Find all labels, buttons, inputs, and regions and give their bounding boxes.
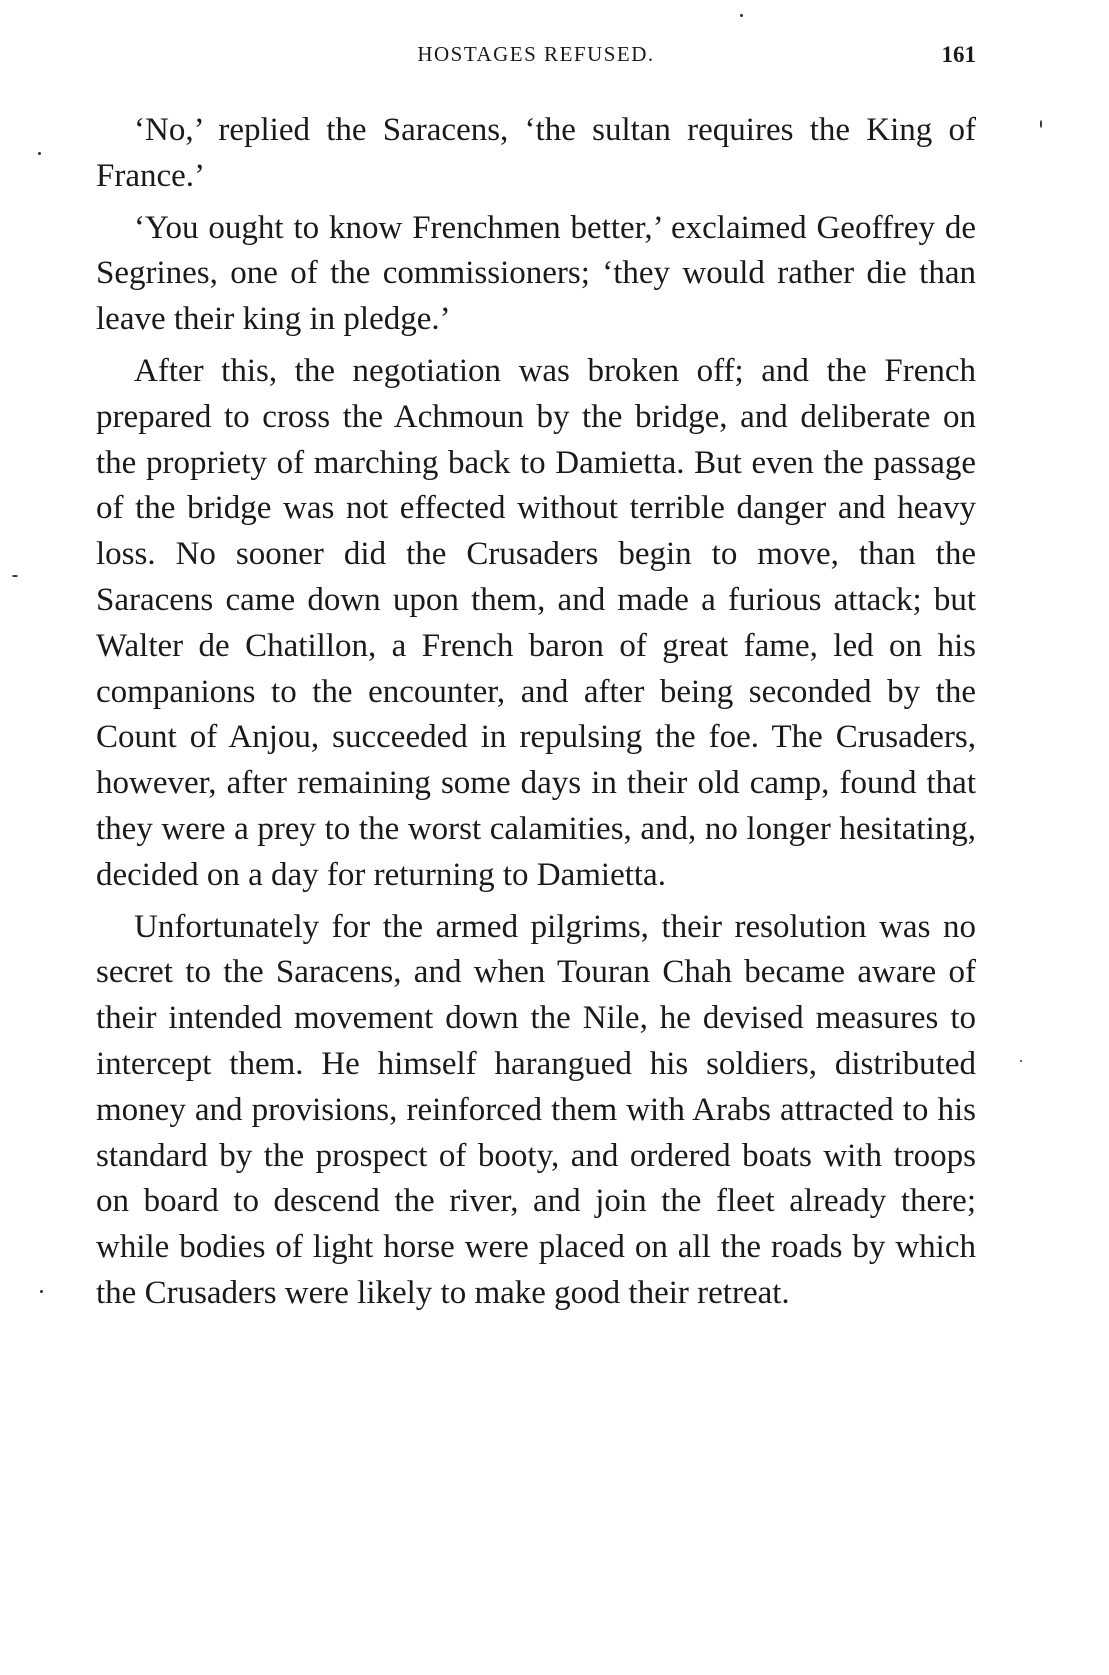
paragraph-2: ‘You ought to know Frenchmen better,’ exclaimed Geoffrey de Segrines, one of the commissioners; ‘they would rather die than leave their king in pledge.’ — [96, 209, 976, 338]
running-title: HOSTAGES REFUSED. — [417, 42, 655, 66]
scan-speck — [1040, 120, 1042, 128]
paragraph-1: ‘No,’ replied the Saracens, ‘the sultan requires the King of France.’ — [96, 112, 976, 194]
scan-speck — [1020, 1060, 1022, 1062]
page-number: 161 — [941, 42, 976, 67]
scan-speck — [40, 1290, 43, 1293]
scan-speck — [740, 14, 743, 17]
scan-speck — [12, 575, 18, 577]
paragraph-3: After this, the negotiation was broken off; and the French prepared to cross the Achmoun by the bridge, and deliberate on the propriety of marching back to Damietta. But even the passage of the bridge was not effected without terrible danger and heavy loss. No sooner did the Crusaders begin to move, than the Saracens came down upon them, and made a furious attack; but Walter de Chatillon, a French baron of great fame, led on his companions to the encounter, and after being seconded by the Count of Anjou, succeeded in repulsing the foe. The Crusaders, however, after remaining some days in their old camp, found that they were a prey to the worst calamities, and, no longer hesitating, decided on a day for returning to Damietta. — [96, 352, 976, 893]
paragraph-4: Unfortunately for the armed pilgrims, their resolution was no secret to the Saracens, and when Touran Chah became aware of their intended movement down the Nile, he devised measures to intercept them. He himself harangued his soldiers, distributed money and provisions, reinforced them with Arabs attracted to his standard by the prospect of booty, and ordered boats with troops on board to descend the river, and join the fleet already there; while bodies of light horse were placed on all the roads by which the Crusaders were likely to make good their retreat. — [96, 908, 976, 1311]
body-text — [96, 108, 976, 1317]
running-head — [96, 42, 976, 82]
scan-speck — [38, 152, 41, 155]
